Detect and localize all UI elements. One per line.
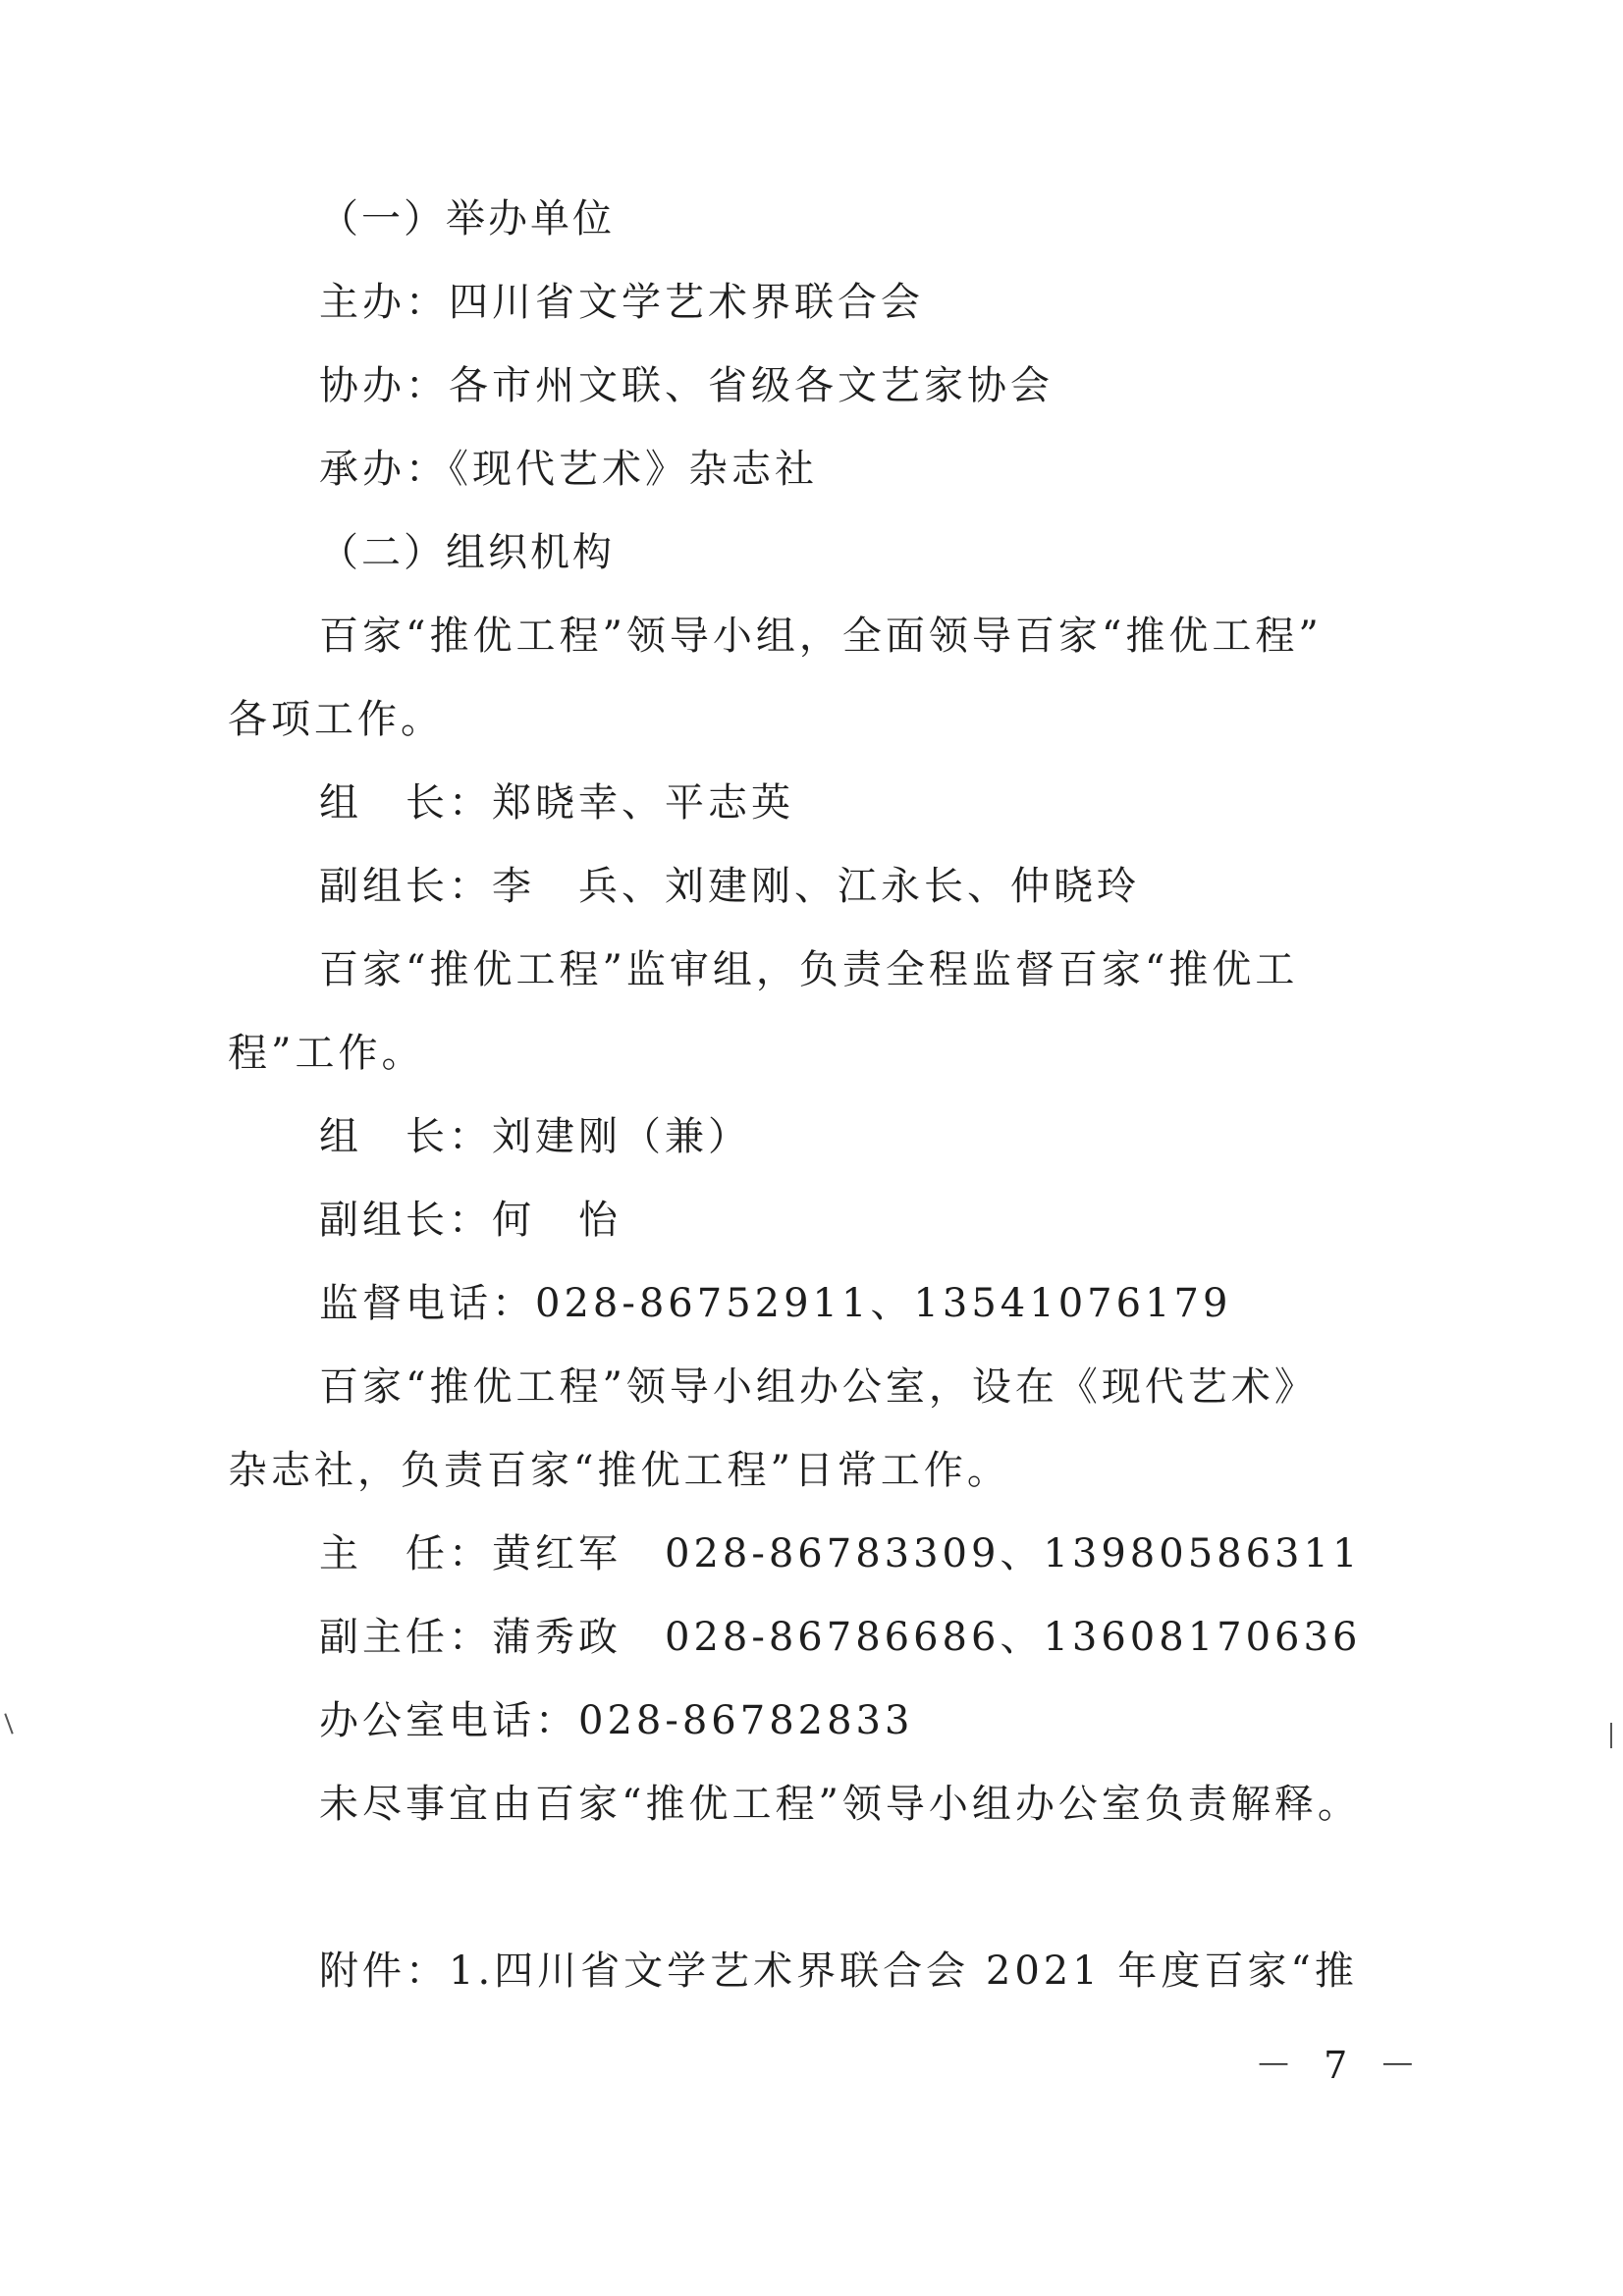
leading-group-desc-line2: 各项工作。 [228, 697, 444, 742]
office-desc-line2: 杂志社，负责百家“推优工程”日常工作。 [228, 1448, 1010, 1493]
co-host-line: 协办：各市州文联、省级各文艺家协会 [319, 363, 1054, 408]
office-deputy-director: 副主任：蒲秀政 028-86786686、13608170636 [319, 1615, 1362, 1660]
section-heading-organization: （二）组织机构 [319, 530, 615, 575]
supervision-phone: 监督电话：028-86752911、13541076179 [319, 1281, 1232, 1326]
leading-group-desc-line1: 百家“推优工程”领导小组，全面领导百家“推优工程” [319, 614, 1323, 659]
page-number: － 7 － [1255, 2044, 1427, 2087]
office-desc-line1: 百家“推优工程”领导小组办公室，设在《现代艺术》 [319, 1364, 1318, 1410]
supervision-group-leader: 组 长：刘建刚（兼） [319, 1114, 751, 1159]
attachment-line: 附件：1.四川省文学艺术界联合会 2021 年度百家“推 [319, 1949, 1358, 1994]
leading-group-leader: 组 长：郑晓幸、平志英 [319, 780, 794, 826]
scan-speck [1610, 1723, 1612, 1748]
supervision-group-deputy: 副组长：何 怡 [319, 1198, 622, 1243]
section-heading-hosts: （一）举办单位 [319, 196, 615, 241]
supervision-group-desc-line2: 程”工作。 [228, 1031, 425, 1076]
host-line: 主办：四川省文学艺术界联合会 [319, 280, 924, 325]
supervision-group-desc-line1: 百家“推优工程”监审组，负责全程监督百家“推优工 [319, 947, 1299, 992]
leading-group-deputy: 副组长：李 兵、刘建刚、江永长、仲晓玲 [319, 864, 1140, 909]
organizer-line: 承办：《现代艺术》杂志社 [319, 447, 818, 492]
office-phone: 办公室电话：028-86782833 [319, 1698, 914, 1743]
office-director: 主 任：黄红军 028-86783309、13980586311 [319, 1531, 1362, 1576]
scan-speck [4, 1713, 13, 1734]
closing-note: 未尽事宜由百家“推优工程”领导小组办公室负责解释。 [319, 1782, 1361, 1827]
